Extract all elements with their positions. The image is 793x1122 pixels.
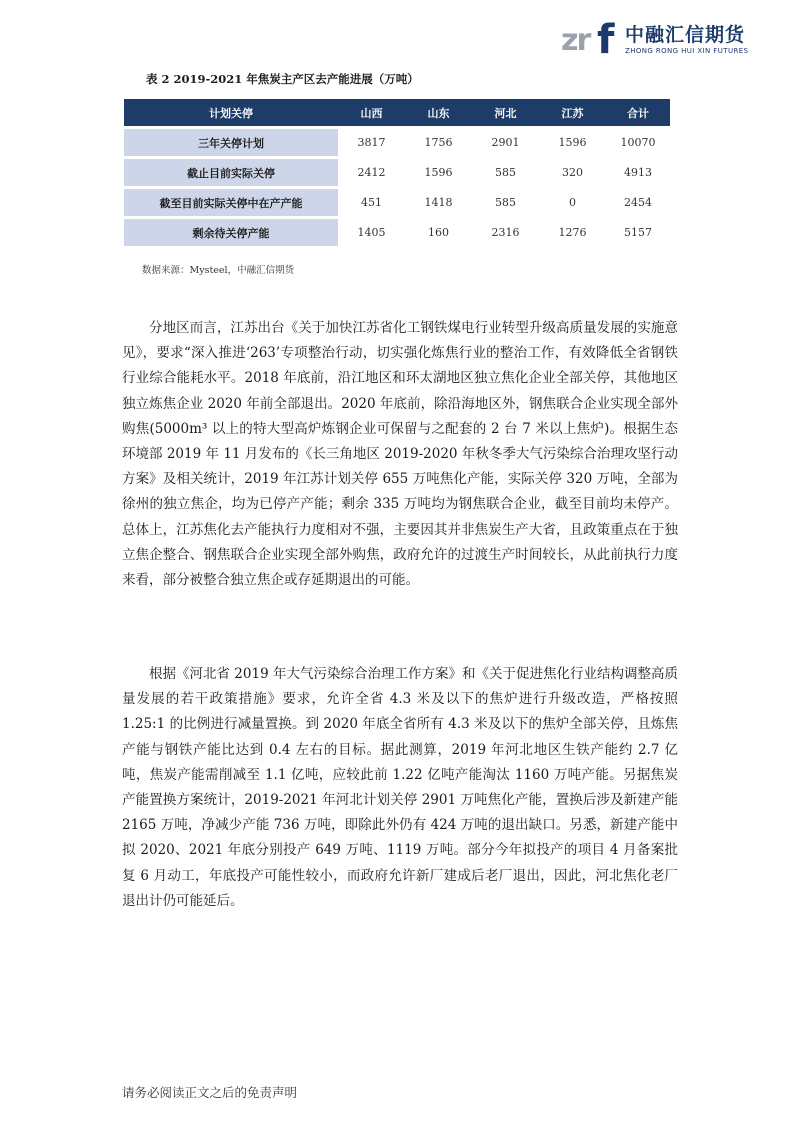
table-cell: 1756 — [405, 129, 472, 156]
row-label: 三年关停计划 — [124, 129, 338, 156]
svg-text:zr: zr — [561, 23, 590, 56]
header-cell: 计划关停 — [124, 99, 338, 126]
body-paragraph-jiangsu: 分地区而言，江苏出台《关于加快江苏省化工钢铁煤电行业转型升级高质量发展的实施意见》，要求“深入推进‘263’专项整治行动，切实强化炼焦行业的整治工作，有效降低全省钢铁行业综合能耗水平。2018 年底前，沿江地区和环太湖地区独立焦化企业全部关停，其他地区独立炼焦企业 2020 年前全部退出。2020 年底前，除沿海地区外，钢焦联合企业实现全部外购焦(5000m³ 以上的特大型高炉炼钢企业可保留与之配套的 2 台 7 米以上焦炉)。根据生态环境部 2019 年 11 月发布的《长三角地区 2019-2020 年秋冬季大气污染综合治理攻坚行动方案》及相关统计，2019 年江苏计划关停 655 万吨焦化产能，实际关停 320 万吨，全部为徐州的独立焦企，均为已停产产能；剩余 335 万吨均为钢焦联合企业，截至目前均未停产。总体上，江苏焦化去产能执行力度相对不强，主要因其并非焦炭生产大省，且政策重点在于独立焦企整合、钢焦联合企业实现全部外购焦，政府允许的过渡生产时间较长，从此前执行力度来看，部分被整合独立焦企或存延期退出的可能。 — [122, 320, 678, 589]
row-label: 截至目前实际关停中在产产能 — [124, 189, 338, 216]
table-cell: 1596 — [539, 129, 606, 156]
table-cell: 585 — [472, 189, 539, 216]
table-header-row — [124, 99, 670, 126]
capacity-table — [124, 96, 670, 249]
disclaimer-footer: 请务必阅读正文之后的免责声明 — [122, 1085, 298, 1100]
company-logo — [561, 16, 761, 60]
table-row — [124, 129, 670, 156]
table-cell: 10070 — [606, 129, 670, 156]
table-cell: 2412 — [338, 159, 405, 186]
table-title: 表 2 2019-2021 年焦炭主产区去产能进展（万吨） — [146, 72, 419, 86]
header-cell: 山东 — [405, 99, 472, 126]
header-cell: 山西 — [338, 99, 405, 126]
row-label: 截止目前实际关停 — [124, 159, 338, 186]
table-row — [124, 189, 670, 216]
brand-name-cn: 中融汇信期货 — [625, 24, 746, 46]
header-cell: 江苏 — [539, 99, 606, 126]
table-cell: 0 — [539, 189, 606, 216]
table-cell: 320 — [539, 159, 606, 186]
body-paragraph-hebei: 根据《河北省 2019 年大气污染综合治理工作方案》和《关于促进焦化行业结构调整高质量发展的若干政策措施》要求，允许全省 4.3 米及以下的焦炉进行升级改造，严格按照 1.25:1 的比例进行减量置换。到 2020 年底全省所有 4.3 米及以下的焦炉全部关停，且炼焦产能与钢铁产能比达到 0.4 左右的目标。据此测算，2019 年河北地区生铁产能约 2.7 亿吨，焦炭产能需削减至 1.1 亿吨，应较此前 1.22 亿吨产能淘汰 1160 万吨产能。另据焦炭产能置换方案统计，2019-2021 年河北计划关停 2901 万吨焦化产能，置换后涉及新建产能 2165 万吨，净减少产能 736 万吨，即除此外仍有 424 万吨的退出缺口。另悉，新建产能中拟 2020、2021 年底分别投产 649 万吨、1119 万吨。部分今年拟投产的项目 4 月备案批复 6 月动工，年底投产可能性较小，而政府允许新厂建成后老厂退出，因此，河北焦化老厂退出计仍可能延后。 — [122, 666, 678, 909]
table-cell: 1418 — [405, 189, 472, 216]
row-label: 剩余待关停产能 — [124, 219, 338, 246]
zrf-logo-mark — [561, 16, 623, 56]
brand-name-en: ZHONG RONG HUI XIN FUTURES — [625, 47, 749, 55]
table-cell: 5157 — [606, 219, 670, 246]
table-cell: 1596 — [405, 159, 472, 186]
table-cell: 1405 — [338, 219, 405, 246]
table-cell: 160 — [405, 219, 472, 246]
table-cell: 1276 — [539, 219, 606, 246]
header-cell: 合计 — [606, 99, 670, 126]
svg-text:f: f — [597, 17, 615, 56]
table-cell: 2454 — [606, 189, 670, 216]
table-row — [124, 159, 670, 186]
table-cell: 4913 — [606, 159, 670, 186]
table-cell: 3817 — [338, 129, 405, 156]
table-cell: 585 — [472, 159, 539, 186]
table-cell: 451 — [338, 189, 405, 216]
table-row — [124, 219, 670, 246]
table-cell: 2901 — [472, 129, 539, 156]
table-cell: 2316 — [472, 219, 539, 246]
table-source-note: 数据来源：Mysteel，中融汇信期货 — [142, 265, 295, 276]
header-cell: 河北 — [472, 99, 539, 126]
